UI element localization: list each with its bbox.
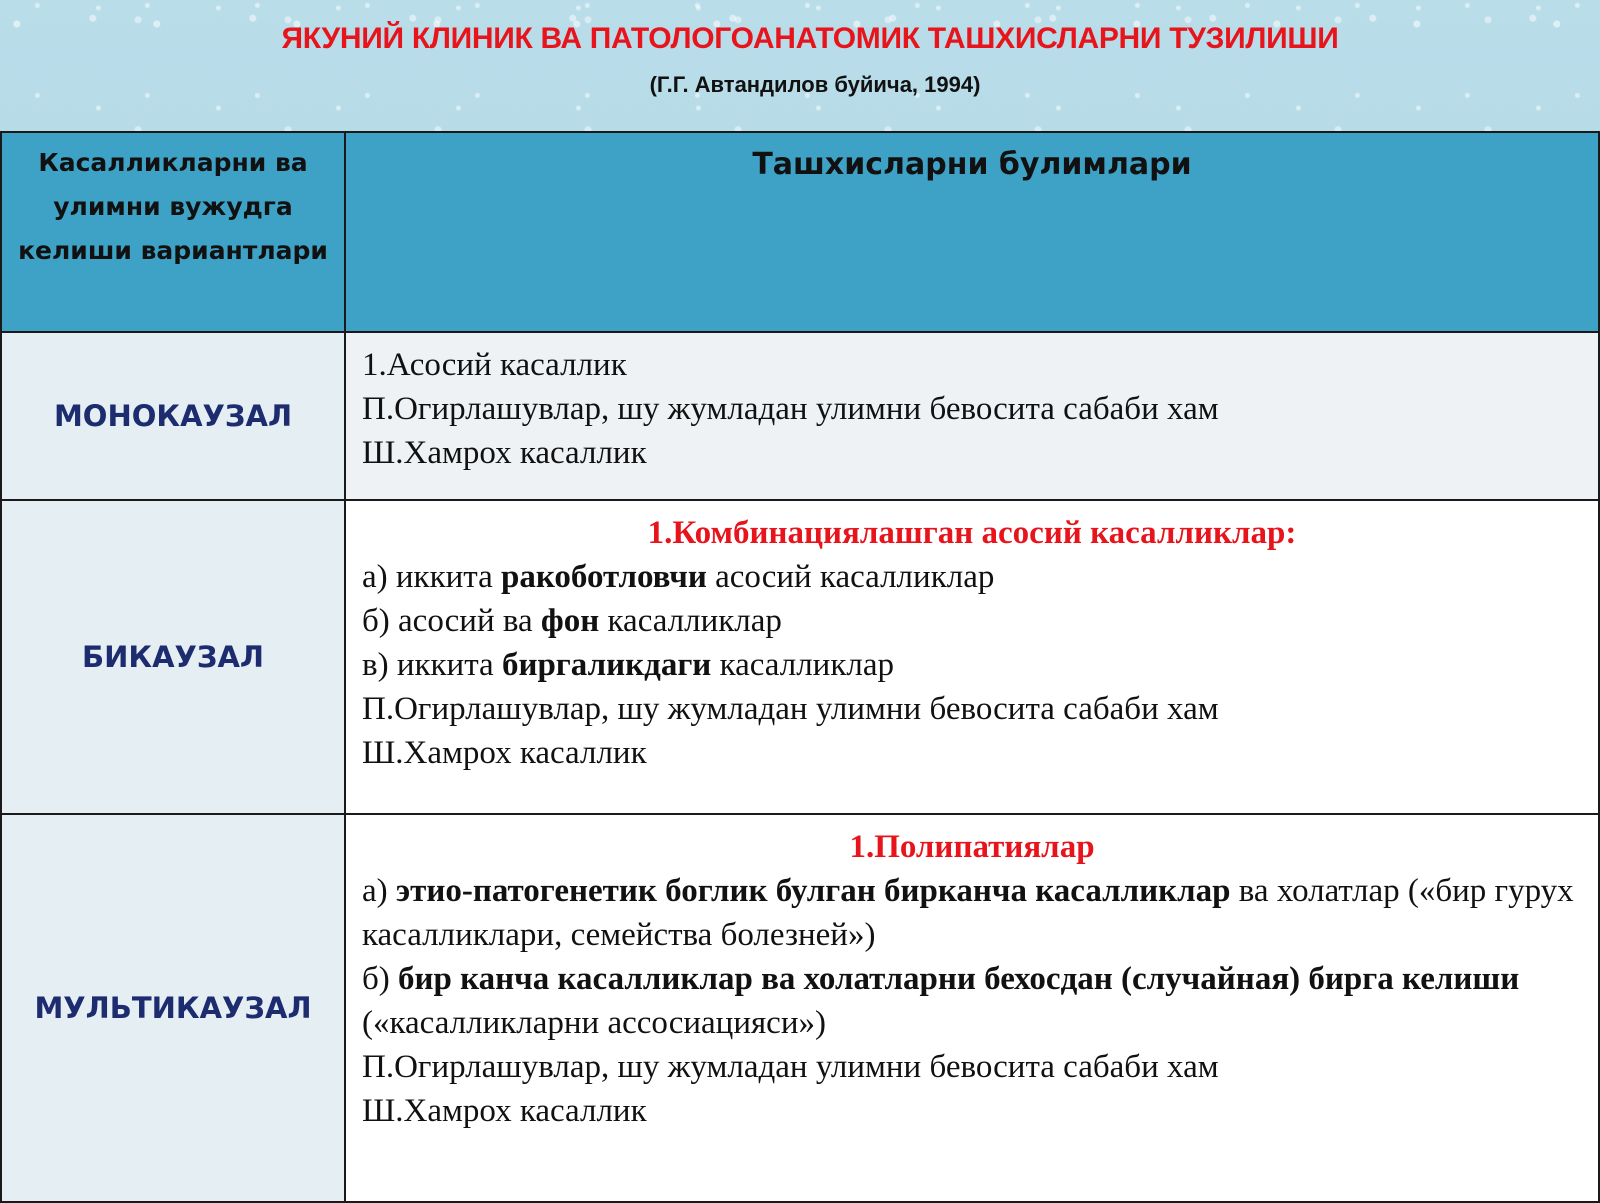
content-line: а) этио-патогенетик боглик булган бирканча касалликлар ва холатлар («бир гурух касалликлари, семейства болезней»)	[362, 873, 1574, 953]
content-line: П.Огирлашувлар, шу жумладан улимни бевосита сабаби хам	[362, 1049, 1219, 1085]
column-header-variants: Касалликларни ва улимни вужудга келиши вариантлари	[1, 132, 345, 332]
content-line: б) асосий ва фон касалликлар	[362, 603, 782, 639]
table-header-row	[1, 132, 1599, 332]
section-heading: 1.Комбинациялашган асосий касалликлар:	[647, 515, 1297, 551]
row-content-monocausal	[345, 332, 1599, 500]
slide-subtitle: (Г.Г. Автандилов буйича, 1994)	[649, 72, 981, 97]
section-heading: 1.Полипатиялар	[849, 829, 1095, 865]
row-content-multicausal	[345, 814, 1599, 1202]
content-line: 1.Асосий касаллик	[362, 347, 627, 383]
row-label-bicausal: БИКАУЗАЛ	[1, 500, 345, 814]
slide-title: ЯКУНИЙ КЛИНИК ВА ПАТОЛОГОАНАТОМИК ТАШХИСЛАРНИ ТУЗИЛИШИ	[281, 22, 1339, 55]
diagnosis-table	[0, 131, 1600, 1203]
table-row	[1, 814, 1599, 1202]
content-line: П.Огирлашувлар, шу жумладан улимни бевосита сабаби хам	[362, 391, 1219, 427]
row-label-monocausal: МОНОКАУЗАЛ	[1, 332, 345, 500]
content-line: П.Огирлашувлар, шу жумладан улимни бевосита сабаби хам	[362, 691, 1219, 727]
row-content-bicausal	[345, 500, 1599, 814]
content-line: Ш.Хамрох касаллик	[362, 1093, 647, 1129]
table-row	[1, 500, 1599, 814]
content-line: Ш.Хамрох касаллик	[362, 435, 647, 471]
table-row	[1, 332, 1599, 500]
content-line: б) бир канча касалликлар ва холатларни бехосдан (случайная) бирга келиши («касалликларни ассосиацияси»)	[362, 961, 1520, 1041]
column-header-sections: Ташхисларни булимлари	[345, 132, 1599, 332]
row-label-multicausal: МУЛЬТИКАУЗАЛ	[1, 814, 345, 1202]
content-line: в) иккита биргаликдаги касалликлар	[362, 647, 894, 683]
content-line: Ш.Хамрох касаллик	[362, 735, 647, 771]
content-line: а) иккита ракоботловчи асосий касалликлар	[362, 559, 995, 595]
